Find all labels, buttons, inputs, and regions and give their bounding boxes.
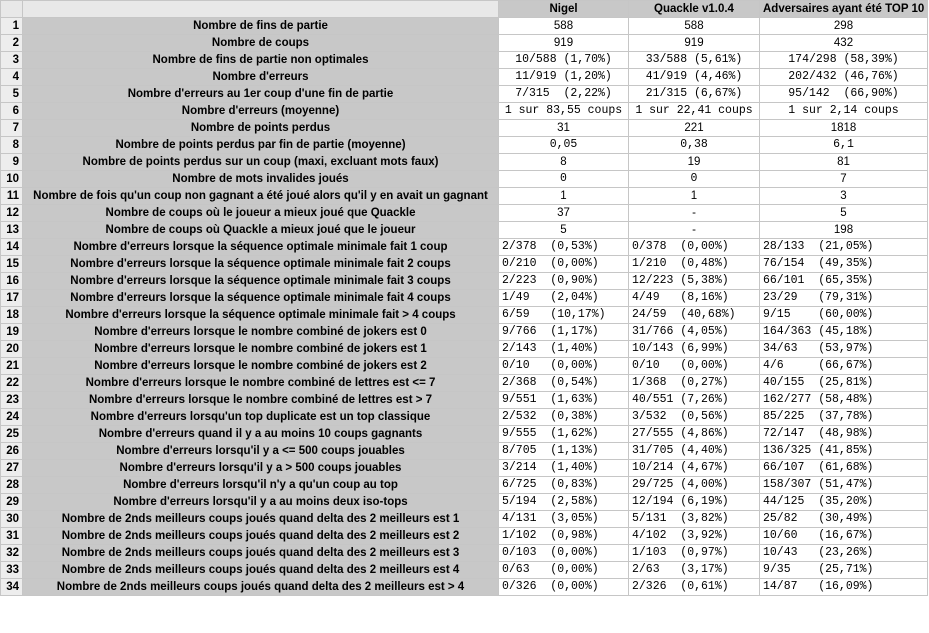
cell-top10[interactable]: 40/155 (25,81%) <box>760 375 928 392</box>
row-number[interactable]: 34 <box>1 579 23 596</box>
row-number[interactable]: 20 <box>1 341 23 358</box>
row-number[interactable]: 16 <box>1 273 23 290</box>
cell-top10[interactable]: 85/225 (37,78%) <box>760 409 928 426</box>
row-label[interactable]: Nombre d'erreurs lorsque la séquence optimale minimale fait 3 coups <box>23 273 499 290</box>
row-number[interactable]: 3 <box>1 52 23 69</box>
cell-top10[interactable]: 432 <box>760 35 928 52</box>
row-number[interactable]: 9 <box>1 154 23 171</box>
row-label[interactable]: Nombre de 2nds meilleurs coups joués quand delta des 2 meilleurs est > 4 <box>23 579 499 596</box>
row-label[interactable]: Nombre d'erreurs lorsque le nombre combiné de jokers est 1 <box>23 341 499 358</box>
corner-cell[interactable] <box>1 1 23 18</box>
table-row <box>1 562 928 579</box>
row-label[interactable]: Nombre d'erreurs (moyenne) <box>23 103 499 120</box>
row-label[interactable]: Nombre d'erreurs lorsque le nombre combiné de lettres est > 7 <box>23 392 499 409</box>
row-number[interactable]: 29 <box>1 494 23 511</box>
cell-top10[interactable]: 136/325 (41,85%) <box>760 443 928 460</box>
cell-quackle[interactable]: 3/532 (0,56%) <box>629 409 760 426</box>
cell-nigel[interactable]: 2/143 (1,40%) <box>499 341 629 358</box>
cell-quackle[interactable]: 12/194 (6,19%) <box>629 494 760 511</box>
cell-quackle[interactable]: 31/705 (4,40%) <box>629 443 760 460</box>
table-row <box>1 103 928 120</box>
row-label[interactable]: Nombre de coups où Quackle a mieux joué que le joueur <box>23 222 499 239</box>
row-number[interactable]: 21 <box>1 358 23 375</box>
cell-nigel[interactable]: 0/63 (0,00%) <box>499 562 629 579</box>
row-label[interactable]: Nombre d'erreurs lorsque la séquence optimale minimale fait 1 coup <box>23 239 499 256</box>
cell-top10[interactable]: 4/6 (66,67%) <box>760 358 928 375</box>
cell-top10[interactable]: 198 <box>760 222 928 239</box>
cell-nigel[interactable]: 6/725 (0,83%) <box>499 477 629 494</box>
row-label[interactable]: Nombre d'erreurs lorsqu'il y a > 500 coups jouables <box>23 460 499 477</box>
cell-nigel[interactable]: 2/223 (0,90%) <box>499 273 629 290</box>
row-number[interactable]: 32 <box>1 545 23 562</box>
cell-nigel[interactable]: 1 <box>499 188 629 205</box>
cell-nigel[interactable]: 0/210 (0,00%) <box>499 256 629 273</box>
row-number[interactable]: 23 <box>1 392 23 409</box>
cell-quackle[interactable]: 0,38 <box>629 137 760 154</box>
cell-quackle[interactable]: 2/63 (3,17%) <box>629 562 760 579</box>
row-label[interactable]: Nombre de fins de partie <box>23 18 499 35</box>
row-label[interactable]: Nombre de 2nds meilleurs coups joués quand delta des 2 meilleurs est 1 <box>23 511 499 528</box>
cell-quackle[interactable]: 4/102 (3,92%) <box>629 528 760 545</box>
row-number[interactable]: 27 <box>1 460 23 477</box>
cell-nigel[interactable]: 4/131 (3,05%) <box>499 511 629 528</box>
cell-quackle[interactable]: 21/315 (6,67%) <box>629 86 760 103</box>
table-row <box>1 426 928 443</box>
cell-top10[interactable]: 5 <box>760 205 928 222</box>
row-label[interactable]: Nombre d'erreurs lorsque la séquence optimale minimale fait > 4 coups <box>23 307 499 324</box>
table-row <box>1 358 928 375</box>
cell-nigel[interactable]: 919 <box>499 35 629 52</box>
cell-quackle[interactable]: 1/210 (0,48%) <box>629 256 760 273</box>
cell-nigel[interactable]: 37 <box>499 205 629 222</box>
cell-quackle[interactable]: 588 <box>629 18 760 35</box>
table-row <box>1 528 928 545</box>
row-number[interactable]: 4 <box>1 69 23 86</box>
cell-nigel[interactable]: 31 <box>499 120 629 137</box>
cell-nigel[interactable]: 1 sur 83,55 coups <box>499 103 629 120</box>
row-label[interactable]: Nombre de fois qu'un coup non gagnant a été joué alors qu'il y en avait un gagnant <box>23 188 499 205</box>
row-number[interactable]: 11 <box>1 188 23 205</box>
cell-quackle[interactable]: 1 sur 22,41 coups <box>629 103 760 120</box>
table-row <box>1 239 928 256</box>
cell-top10[interactable]: 10/43 (23,26%) <box>760 545 928 562</box>
table-row <box>1 188 928 205</box>
row-number[interactable]: 6 <box>1 103 23 120</box>
row-number[interactable]: 33 <box>1 562 23 579</box>
cell-top10[interactable]: 164/363 (45,18%) <box>760 324 928 341</box>
row-label[interactable]: Nombre d'erreurs <box>23 69 499 86</box>
cell-top10[interactable]: 14/87 (16,09%) <box>760 579 928 596</box>
row-label[interactable]: Nombre de fins de partie non optimales <box>23 52 499 69</box>
cell-quackle[interactable]: 33/588 (5,61%) <box>629 52 760 69</box>
cell-top10[interactable]: 23/29 (79,31%) <box>760 290 928 307</box>
row-label[interactable]: Nombre d'erreurs au 1er coup d'une fin de partie <box>23 86 499 103</box>
table-row <box>1 324 928 341</box>
row-number[interactable]: 13 <box>1 222 23 239</box>
cell-top10[interactable]: 81 <box>760 154 928 171</box>
cell-nigel[interactable]: 0/10 (0,00%) <box>499 358 629 375</box>
table-row <box>1 409 928 426</box>
cell-top10[interactable]: 9/35 (25,71%) <box>760 562 928 579</box>
table-row <box>1 222 928 239</box>
table-row <box>1 52 928 69</box>
row-label[interactable]: Nombre d'erreurs lorsque la séquence optimale minimale fait 4 coups <box>23 290 499 307</box>
row-label[interactable]: Nombre d'erreurs lorsqu'il y a <= 500 coups jouables <box>23 443 499 460</box>
cell-nigel[interactable]: 9/766 (1,17%) <box>499 324 629 341</box>
table-row <box>1 392 928 409</box>
table-row <box>1 579 928 596</box>
cell-top10[interactable]: 174/298 (58,39%) <box>760 52 928 69</box>
cell-quackle[interactable]: 1/368 (0,27%) <box>629 375 760 392</box>
row-number[interactable]: 18 <box>1 307 23 324</box>
cell-quackle[interactable]: 919 <box>629 35 760 52</box>
table-row <box>1 154 928 171</box>
column-header-top10[interactable]: Adversaires ayant été TOP 10 <box>760 1 928 18</box>
row-number[interactable]: 15 <box>1 256 23 273</box>
row-label[interactable]: Nombre d'erreurs lorsqu'il n'y a qu'un coup au top <box>23 477 499 494</box>
cell-top10[interactable]: 25/82 (30,49%) <box>760 511 928 528</box>
row-number[interactable]: 12 <box>1 205 23 222</box>
cell-quackle[interactable]: 2/326 (0,61%) <box>629 579 760 596</box>
cell-nigel[interactable]: 3/214 (1,40%) <box>499 460 629 477</box>
table-body <box>1 18 928 596</box>
cell-nigel[interactable]: 2/368 (0,54%) <box>499 375 629 392</box>
cell-top10[interactable]: 1818 <box>760 120 928 137</box>
row-label[interactable]: Nombre de 2nds meilleurs coups joués quand delta des 2 meilleurs est 2 <box>23 528 499 545</box>
cell-nigel[interactable]: 0/103 (0,00%) <box>499 545 629 562</box>
table-row <box>1 341 928 358</box>
cell-top10[interactable]: 7 <box>760 171 928 188</box>
cell-quackle[interactable]: 29/725 (4,00%) <box>629 477 760 494</box>
table-row <box>1 307 928 324</box>
cell-top10[interactable]: 202/432 (46,76%) <box>760 69 928 86</box>
row-number[interactable]: 26 <box>1 443 23 460</box>
table-row <box>1 494 928 511</box>
cell-nigel[interactable]: 9/555 (1,62%) <box>499 426 629 443</box>
header-row <box>1 1 928 18</box>
row-number[interactable]: 10 <box>1 171 23 188</box>
cell-quackle[interactable]: - <box>629 222 760 239</box>
row-number[interactable]: 19 <box>1 324 23 341</box>
cell-quackle[interactable]: 221 <box>629 120 760 137</box>
cell-nigel[interactable]: 10/588 (1,70%) <box>499 52 629 69</box>
cell-nigel[interactable]: 6/59 (10,17%) <box>499 307 629 324</box>
cell-quackle[interactable]: 27/555 (4,86%) <box>629 426 760 443</box>
cell-quackle[interactable]: 10/143 (6,99%) <box>629 341 760 358</box>
row-label[interactable]: Nombre d'erreurs quand il y a au moins 10 coups gagnants <box>23 426 499 443</box>
row-label[interactable]: Nombre d'erreurs lorsqu'il y a au moins deux iso-tops <box>23 494 499 511</box>
row-number[interactable]: 28 <box>1 477 23 494</box>
cell-nigel[interactable]: 5 <box>499 222 629 239</box>
cell-top10[interactable]: 6,1 <box>760 137 928 154</box>
row-label[interactable]: Nombre de mots invalides joués <box>23 171 499 188</box>
row-label[interactable]: Nombre de 2nds meilleurs coups joués quand delta des 2 meilleurs est 3 <box>23 545 499 562</box>
cell-quackle[interactable]: 24/59 (40,68%) <box>629 307 760 324</box>
cell-quackle[interactable]: 0 <box>629 171 760 188</box>
row-label[interactable]: Nombre de points perdus par fin de partie (moyenne) <box>23 137 499 154</box>
table-row <box>1 477 928 494</box>
cell-nigel[interactable]: 2/532 (0,38%) <box>499 409 629 426</box>
cell-nigel[interactable]: 5/194 (2,58%) <box>499 494 629 511</box>
cell-top10[interactable]: 162/277 (58,48%) <box>760 392 928 409</box>
cell-top10[interactable]: 34/63 (53,97%) <box>760 341 928 358</box>
cell-nigel[interactable]: 9/551 (1,63%) <box>499 392 629 409</box>
table-row <box>1 137 928 154</box>
cell-quackle[interactable]: - <box>629 205 760 222</box>
cell-nigel[interactable]: 7/315 (2,22%) <box>499 86 629 103</box>
cell-top10[interactable]: 158/307 (51,47%) <box>760 477 928 494</box>
cell-quackle[interactable]: 31/766 (4,05%) <box>629 324 760 341</box>
cell-top10[interactable]: 298 <box>760 18 928 35</box>
row-number[interactable]: 25 <box>1 426 23 443</box>
row-number[interactable]: 7 <box>1 120 23 137</box>
row-number[interactable]: 2 <box>1 35 23 52</box>
table-row <box>1 375 928 392</box>
row-label[interactable]: Nombre d'erreurs lorsque le nombre combiné de jokers est 0 <box>23 324 499 341</box>
table-row <box>1 205 928 222</box>
cell-quackle[interactable]: 10/214 (4,67%) <box>629 460 760 477</box>
row-label[interactable]: Nombre de points perdus <box>23 120 499 137</box>
table-row <box>1 120 928 137</box>
cell-top10[interactable]: 72/147 (48,98%) <box>760 426 928 443</box>
row-number[interactable]: 14 <box>1 239 23 256</box>
header-blank-cell[interactable] <box>23 1 499 18</box>
cell-nigel[interactable]: 0/326 (0,00%) <box>499 579 629 596</box>
table-row <box>1 86 928 103</box>
row-label[interactable]: Nombre de coups <box>23 35 499 52</box>
cell-top10[interactable]: 95/142 (66,90%) <box>760 86 928 103</box>
row-label[interactable]: Nombre de coups où le joueur a mieux joué que Quackle <box>23 205 499 222</box>
cell-top10[interactable]: 44/125 (35,20%) <box>760 494 928 511</box>
cell-quackle[interactable]: 4/49 (8,16%) <box>629 290 760 307</box>
table-row <box>1 69 928 86</box>
table-row <box>1 35 928 52</box>
table-row <box>1 171 928 188</box>
row-number[interactable]: 5 <box>1 86 23 103</box>
cell-nigel[interactable]: 1/102 (0,98%) <box>499 528 629 545</box>
cell-nigel[interactable]: 0 <box>499 171 629 188</box>
cell-top10[interactable]: 76/154 (49,35%) <box>760 256 928 273</box>
cell-quackle[interactable]: 1/103 (0,97%) <box>629 545 760 562</box>
cell-nigel[interactable]: 1/49 (2,04%) <box>499 290 629 307</box>
table-row <box>1 290 928 307</box>
table-row <box>1 256 928 273</box>
cell-quackle[interactable]: 12/223 (5,38%) <box>629 273 760 290</box>
cell-quackle[interactable]: 1 <box>629 188 760 205</box>
row-label[interactable]: Nombre de points perdus sur un coup (maxi, excluant mots faux) <box>23 154 499 171</box>
cell-top10[interactable]: 10/60 (16,67%) <box>760 528 928 545</box>
cell-quackle[interactable]: 40/551 (7,26%) <box>629 392 760 409</box>
cell-quackle[interactable]: 0/10 (0,00%) <box>629 358 760 375</box>
row-number[interactable]: 8 <box>1 137 23 154</box>
row-number[interactable]: 17 <box>1 290 23 307</box>
cell-nigel[interactable]: 11/919 (1,20%) <box>499 69 629 86</box>
cell-top10[interactable]: 1 sur 2,14 coups <box>760 103 928 120</box>
row-label[interactable]: Nombre d'erreurs lorsque le nombre combiné de lettres est <= 7 <box>23 375 499 392</box>
table-row <box>1 18 928 35</box>
column-header-nigel[interactable]: Nigel <box>499 1 629 18</box>
cell-top10[interactable]: 3 <box>760 188 928 205</box>
row-number[interactable]: 30 <box>1 511 23 528</box>
cell-quackle[interactable]: 0/378 (0,00%) <box>629 239 760 256</box>
cell-top10[interactable]: 66/107 (61,68%) <box>760 460 928 477</box>
row-label[interactable]: Nombre d'erreurs lorsqu'un top duplicate est un top classique <box>23 409 499 426</box>
table-row <box>1 511 928 528</box>
column-header-quackle[interactable]: Quackle v1.0.4 <box>629 1 760 18</box>
row-number[interactable]: 1 <box>1 18 23 35</box>
cell-quackle[interactable]: 41/919 (4,46%) <box>629 69 760 86</box>
cell-top10[interactable]: 66/101 (65,35%) <box>760 273 928 290</box>
cell-nigel[interactable]: 588 <box>499 18 629 35</box>
cell-nigel[interactable]: 0,05 <box>499 137 629 154</box>
cell-nigel[interactable]: 8 <box>499 154 629 171</box>
table-row <box>1 273 928 290</box>
cell-top10[interactable]: 28/133 (21,05%) <box>760 239 928 256</box>
table-row <box>1 545 928 562</box>
row-label[interactable]: Nombre d'erreurs lorsque la séquence optimale minimale fait 2 coups <box>23 256 499 273</box>
cell-nigel[interactable]: 2/378 (0,53%) <box>499 239 629 256</box>
cell-quackle[interactable]: 5/131 (3,82%) <box>629 511 760 528</box>
table-row <box>1 443 928 460</box>
cell-top10[interactable]: 9/15 (60,00%) <box>760 307 928 324</box>
cell-nigel[interactable]: 8/705 (1,13%) <box>499 443 629 460</box>
table-row <box>1 460 928 477</box>
row-label[interactable]: Nombre de 2nds meilleurs coups joués quand delta des 2 meilleurs est 4 <box>23 562 499 579</box>
row-number[interactable]: 24 <box>1 409 23 426</box>
cell-quackle[interactable]: 19 <box>629 154 760 171</box>
row-number[interactable]: 31 <box>1 528 23 545</box>
row-number[interactable]: 22 <box>1 375 23 392</box>
row-label[interactable]: Nombre d'erreurs lorsque le nombre combiné de jokers est 2 <box>23 358 499 375</box>
